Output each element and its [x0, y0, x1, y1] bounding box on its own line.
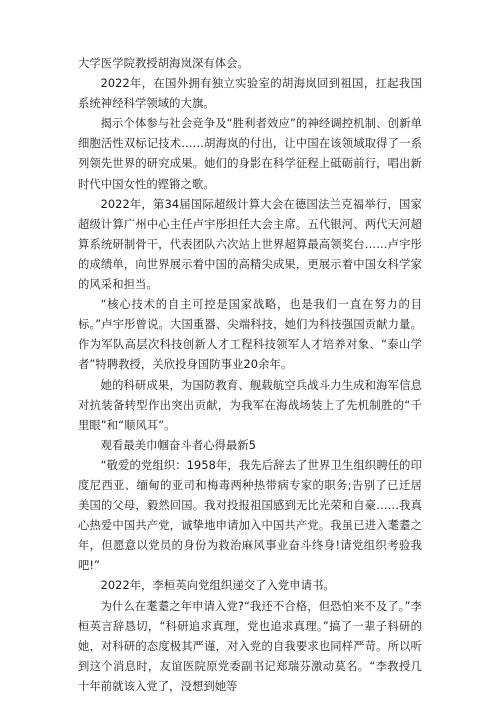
paragraph: “敬爱的党组织：1958年，我先后辞去了世界卫生组织聘任的印度尼西亚、缅甸的亚司和梅毒两种热带病专家的职务;告别了已迁居美国的父母，毅然回国。我对投报祖国感到无比光荣和自豪……我真心热爱中国共产党，诚挚地申请加入中国共产党。我虽已进入耄耋之年，但愿意以党员的身份为救治麻风事业奋斗终身!请党组织考验我吧!” [78, 458, 422, 573]
paragraph: 观看最美巾帼奋斗者心得最新5 [100, 438, 257, 452]
paragraph: “核心技术的自主可控是国家战略，也是我们一直在努力的目标。”卢宇彤曾说。大国重器、尖端科技，她们为科技强国贡献力量。作为军队高层次科技创新人才工程科技领军人才培养对象、“泰山学者”特聘教授，关欣投身国防事业20余年。 [78, 298, 422, 372]
paragraph: 为什么在耄耋之年申请入党?“我还不合格，但恐怕来不及了。”李桓英言辞恳切，“科研追求真理，党也追求真理。”搞了一辈子科研的她，对科研的态度极其严谨，对入党的自我要求也同样严苛。所以听到这个消息时，友谊医院原党委副书记郑瑞芬激动莫名。“李教授几十年前就该入党了，没想到她等 [78, 599, 422, 693]
paragraph: 2022年，第34届国际超级计算大会在德国法兰克福举行，国家超级计算广州中心主任卢宇彤担任大会主席。五代银河、两代天河超算系统研制骨干，代表团队六次站上世界超算最高领奖台……卢宇彤的成绩单，向世界展示着中国的高精尖成果，更展示着中国女科学家的风采和担当。 [78, 197, 422, 292]
paragraph: 2022年，李桓英向党组织递交了入党申请书。 [100, 579, 335, 593]
paragraph: 她的科研成果，为国防教育、舰载航空兵战斗力生成和海军信息对抗装备转型作出突出贡献，为我军在海战场装上了先机制胜的“千里眼”和“顺风耳”。 [78, 378, 422, 432]
paragraph: 2022年，在国外拥有独立实验室的胡海岚回到祖国，扛起我国系统神经科学领域的大旗。 [78, 77, 422, 111]
paragraph: 揭示个体参与社会竞争及“胜利者效应”的神经调控机制、创新单细胞活性双标记技术……胡海岚的付出，让中国在该领域取得了一系列领先世界的研究成果。她们的身影在科学征程上砥砺前行，唱出新时代中国女性的铿锵之歌。 [78, 117, 422, 191]
paragraph: 大学医学院教授胡海岚深有体会。 [78, 57, 249, 70]
